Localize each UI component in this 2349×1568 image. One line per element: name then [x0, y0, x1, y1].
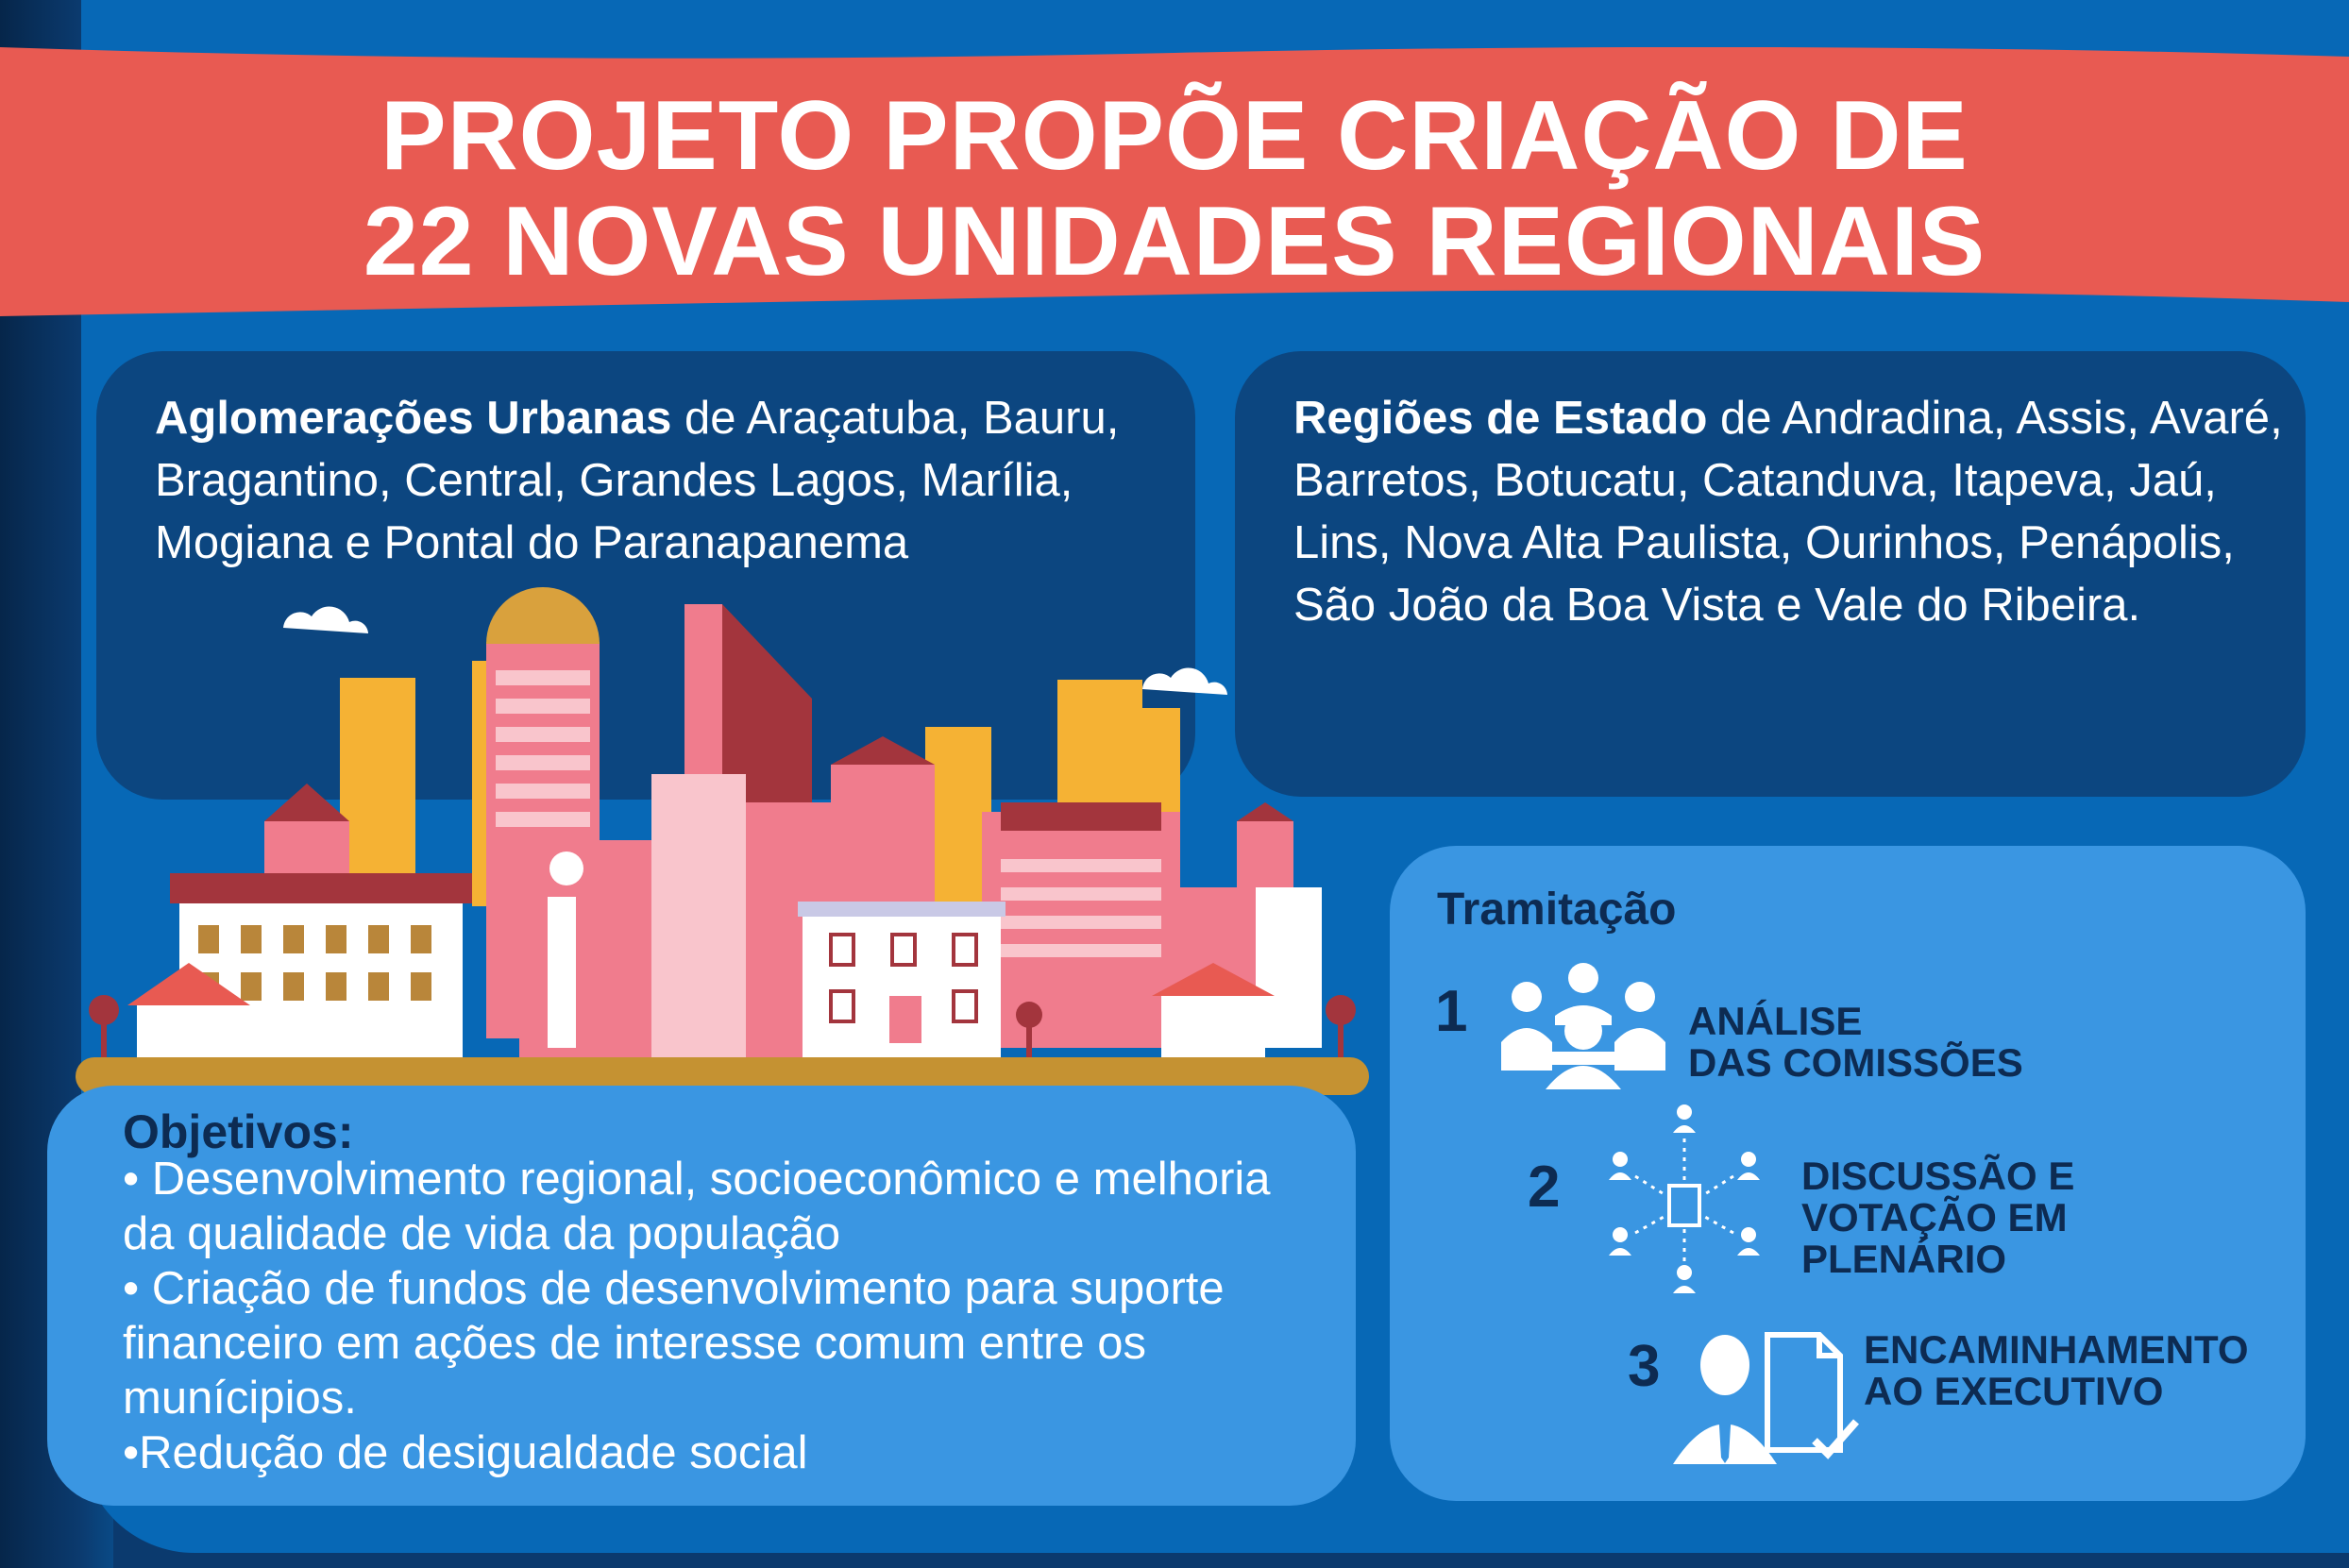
title-line-2: 22 NOVAS UNIDADES REGIONAIS	[363, 187, 1986, 296]
regioes-box	[1235, 351, 2306, 797]
title-banner	[0, 47, 2349, 321]
regioes-list: de Andradina, Assis, Avaré, Barretos, Botucatu, Catanduva, Itapeva, Jaú, Lins, Nova Alta Paulista, Ourinhos, Penápolis, São João da Boa Vista e Vale do Ribeira.	[1293, 393, 2283, 631]
title-line-1: PROJETO PROPÕE CRIAÇÃO DE	[380, 81, 1969, 191]
aglomeracoes-list: de Araçatuba, Bauru, Bragantino, Central, Grandes Lagos, Marília, Mogiana e Pontal do Paranapanema	[155, 393, 1120, 568]
step-1-number: 1	[1435, 979, 1468, 1044]
step-3-line-1: ENCAMINHAMENTO	[1864, 1327, 2249, 1372]
meeting-icon	[1494, 957, 1673, 1099]
step-3-line-2: AO EXECUTIVO	[1864, 1369, 2164, 1413]
step-2-number: 2	[1528, 1155, 1561, 1220]
step-2-label	[1801, 1155, 2074, 1280]
network-icon	[1599, 1101, 1769, 1299]
page-title	[0, 83, 2349, 295]
step-2-line-2: VOTAÇÃO EM	[1801, 1195, 2068, 1239]
tramitacao-box	[1390, 846, 2306, 1501]
city-illustration	[76, 585, 1378, 1114]
objetivos-title: Objetivos:	[123, 1105, 354, 1158]
step-2-line-3: PLENÁRIO	[1801, 1237, 2007, 1281]
step-1-line-2: DAS COMISSÕES	[1688, 1040, 2023, 1085]
step-1-label	[1688, 1001, 2023, 1084]
list-item: • Desenvolvimento regional, socioeconômico e melhoria da qualidade de vida da população	[123, 1154, 1271, 1259]
step-3-label	[1864, 1329, 2249, 1412]
document-approval-icon	[1673, 1327, 1862, 1469]
regioes-heading: Regiões de Estado	[1293, 393, 1708, 444]
objetivos-box	[47, 1086, 1356, 1506]
tramitacao-title: Tramitação	[1437, 885, 1677, 935]
step-1-line-1: ANÁLISE	[1688, 999, 1863, 1043]
regioes-text	[1293, 387, 2285, 636]
aglomeracoes-heading: Aglomerações Urbanas	[155, 393, 672, 444]
list-item: •Redução de desigualdade social	[123, 1427, 808, 1478]
step-3-number: 3	[1628, 1334, 1661, 1399]
list-item: • Criação de fundos de desenvolvimento para suporte financeiro em ações de interesse comum entre os munícipios.	[123, 1263, 1225, 1424]
aglomeracoes-text	[155, 387, 1174, 574]
objetivos-list	[123, 1152, 1331, 1480]
step-2-line-1: DISCUSSÃO E	[1801, 1154, 2075, 1198]
